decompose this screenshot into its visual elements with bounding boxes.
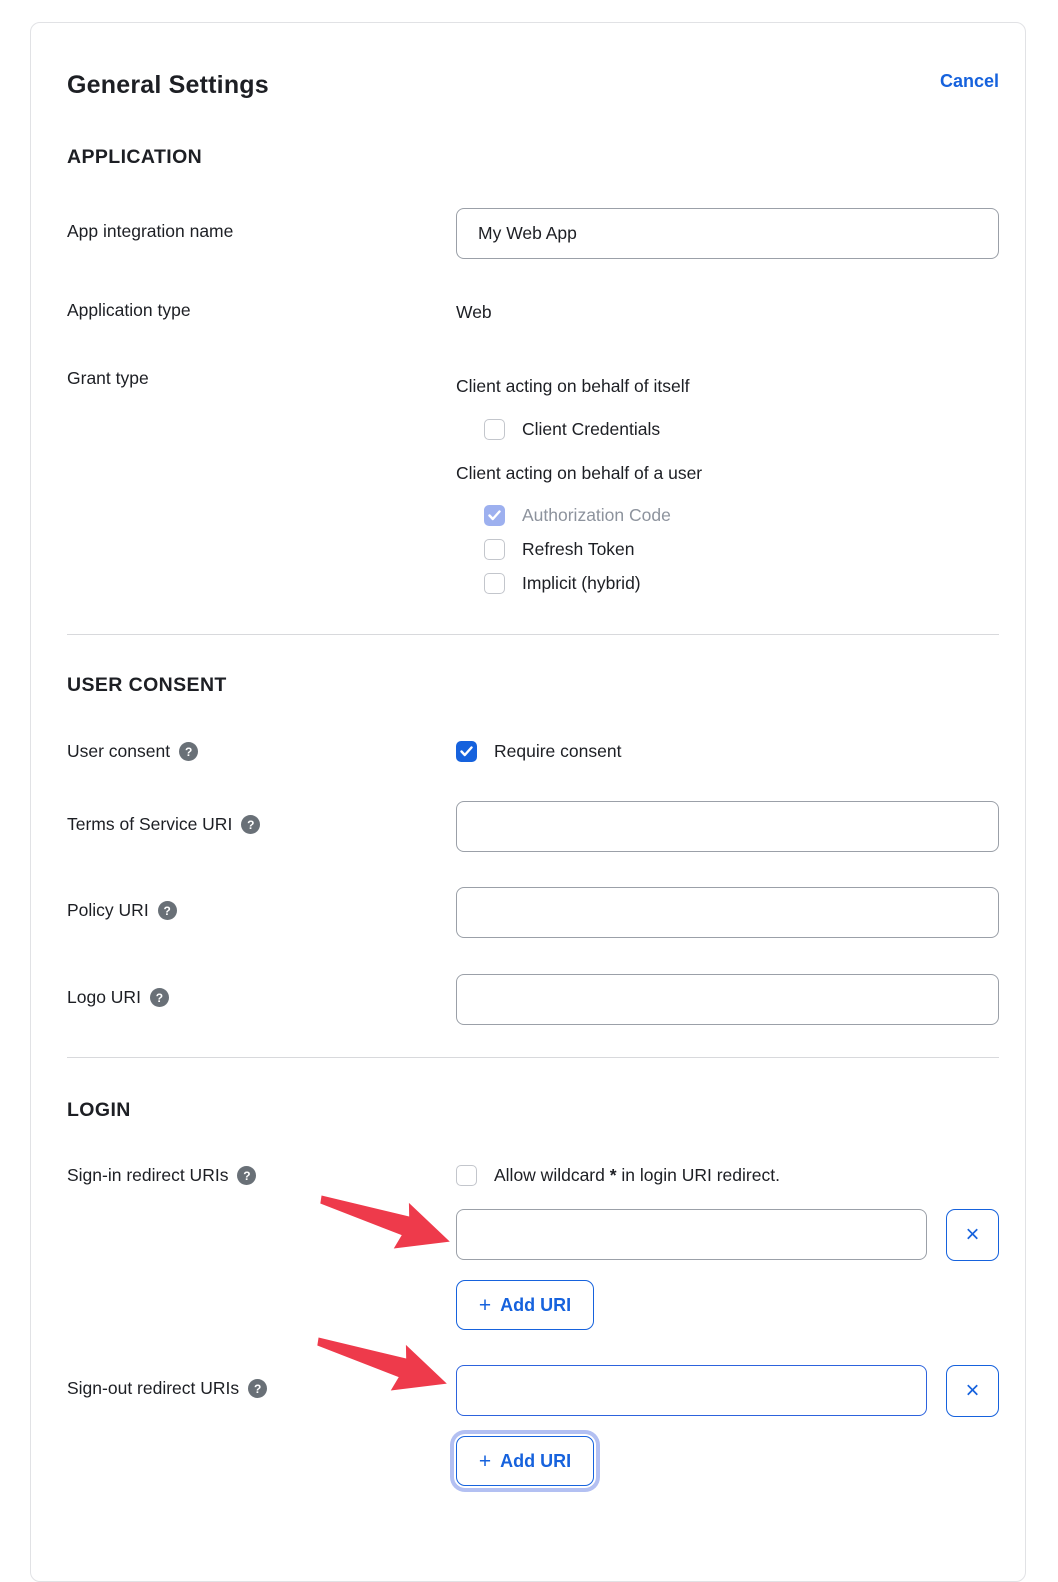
allow-wildcard-option bbox=[456, 1165, 999, 1186]
cancel-button[interactable]: Cancel bbox=[939, 71, 999, 91]
app-type-label: Application type bbox=[67, 300, 191, 320]
require-consent-checkbox[interactable] bbox=[456, 741, 477, 762]
refresh-token-option bbox=[484, 539, 999, 560]
tos-uri-label: Terms of Service URI ? bbox=[67, 801, 456, 835]
user-consent-row bbox=[67, 741, 999, 762]
authorization-code-option bbox=[484, 505, 999, 526]
sign-in-remove-uri-button[interactable] bbox=[946, 1209, 999, 1261]
login-section-heading: LOGIN bbox=[67, 1099, 131, 1121]
client-credentials-checkbox[interactable] bbox=[484, 419, 505, 440]
plus-icon: + bbox=[478, 1293, 492, 1317]
authorization-code-checkbox[interactable] bbox=[484, 505, 505, 526]
user-consent-section-heading: USER CONSENT bbox=[67, 674, 227, 696]
sign-out-redirect-help-icon[interactable]: ? bbox=[248, 1379, 267, 1398]
user-consent-label: User consent ? bbox=[67, 741, 456, 762]
sign-out-add-uri-button[interactable]: + Add URI bbox=[456, 1436, 594, 1486]
section-divider bbox=[67, 634, 999, 635]
logo-uri-label: Logo URI ? bbox=[67, 974, 456, 1008]
policy-uri-input[interactable] bbox=[456, 887, 999, 938]
grant-type-label: Grant type bbox=[67, 368, 149, 388]
policy-uri-label: Policy URI ? bbox=[67, 887, 456, 921]
refresh-token-label: Refresh Token bbox=[522, 539, 635, 559]
client-credentials-option bbox=[484, 419, 999, 440]
tos-uri-row bbox=[67, 801, 999, 852]
app-name-label: App integration name bbox=[67, 221, 234, 241]
policy-uri-row bbox=[67, 887, 999, 938]
user-consent-help-icon[interactable]: ? bbox=[179, 742, 198, 761]
check-icon bbox=[488, 510, 501, 521]
sign-out-remove-uri-button[interactable] bbox=[946, 1365, 999, 1417]
app-name-input[interactable] bbox=[456, 208, 999, 259]
require-consent-label: Require consent bbox=[494, 741, 622, 761]
sign-out-redirect-label: Sign-out redirect URIs ? bbox=[67, 1365, 456, 1399]
sign-in-redirect-label: Sign-in redirect URIs ? bbox=[67, 1165, 456, 1186]
logo-uri-help-icon[interactable]: ? bbox=[150, 988, 169, 1007]
grant-type-row bbox=[67, 368, 999, 594]
allow-wildcard-label: Allow wildcard * in login URI redirect. bbox=[494, 1165, 780, 1185]
sign-in-uri-input[interactable] bbox=[456, 1209, 927, 1260]
logo-uri-row bbox=[67, 974, 999, 1025]
grant-group-itself-heading: Client acting on behalf of itself bbox=[456, 376, 690, 396]
sign-in-redirect-help-icon[interactable]: ? bbox=[237, 1166, 256, 1185]
section-divider bbox=[67, 1057, 999, 1058]
grant-group-user-heading: Client acting on behalf of a user bbox=[456, 463, 703, 483]
application-section-heading: APPLICATION bbox=[67, 146, 203, 168]
sign-out-redirect-controls bbox=[456, 1365, 999, 1486]
sign-in-redirect-controls bbox=[456, 1165, 999, 1330]
client-credentials-label: Client Credentials bbox=[522, 419, 661, 439]
close-icon: × bbox=[965, 1377, 980, 1404]
app-name-row bbox=[67, 208, 999, 259]
sign-in-add-uri-button[interactable]: + Add URI bbox=[456, 1280, 594, 1330]
sign-out-redirect-row bbox=[67, 1365, 999, 1486]
require-consent-option bbox=[456, 741, 999, 762]
grant-type-options bbox=[456, 368, 999, 594]
policy-uri-help-icon[interactable]: ? bbox=[158, 901, 177, 920]
sign-out-uri-input[interactable] bbox=[456, 1365, 927, 1416]
implicit-hybrid-checkbox[interactable] bbox=[484, 573, 505, 594]
tos-uri-help-icon[interactable]: ? bbox=[241, 815, 260, 834]
page-title: General Settings bbox=[67, 71, 269, 99]
header bbox=[67, 71, 999, 100]
app-type-value: Web bbox=[456, 302, 492, 322]
plus-icon: + bbox=[478, 1449, 492, 1473]
authorization-code-label: Authorization Code bbox=[522, 505, 671, 525]
sign-out-uri-input-row bbox=[456, 1365, 999, 1417]
implicit-hybrid-option bbox=[484, 573, 999, 594]
close-icon: × bbox=[965, 1221, 980, 1248]
logo-uri-input[interactable] bbox=[456, 974, 999, 1025]
sign-in-redirect-row bbox=[67, 1165, 999, 1330]
allow-wildcard-checkbox[interactable] bbox=[456, 1165, 477, 1186]
app-type-row bbox=[67, 300, 999, 323]
refresh-token-checkbox[interactable] bbox=[484, 539, 505, 560]
implicit-hybrid-label: Implicit (hybrid) bbox=[522, 573, 641, 593]
sign-in-uri-input-row bbox=[456, 1209, 999, 1261]
general-settings-card bbox=[30, 22, 1026, 1582]
check-icon bbox=[460, 746, 473, 757]
tos-uri-input[interactable] bbox=[456, 801, 999, 852]
